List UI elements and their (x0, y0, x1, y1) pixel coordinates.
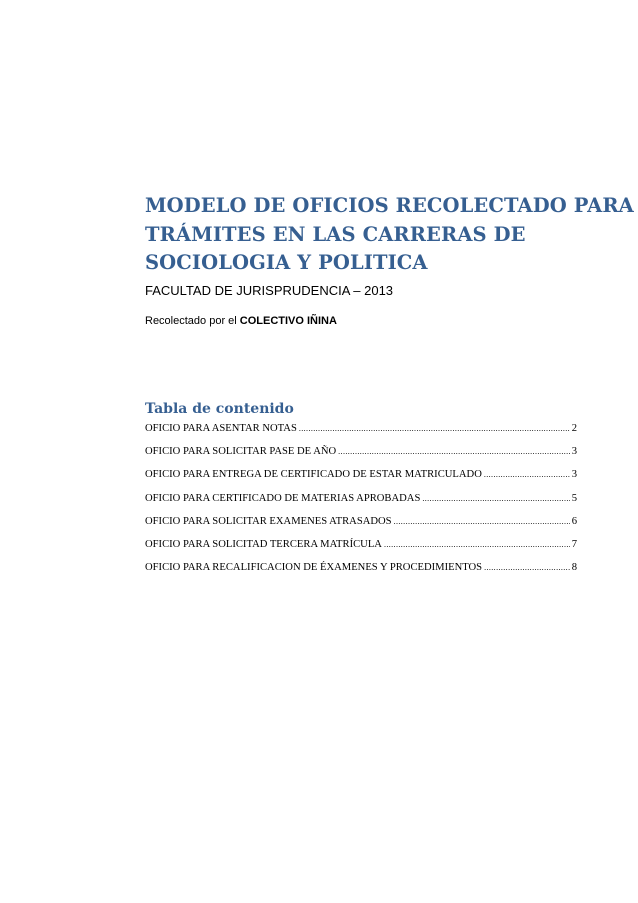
toc-dot-leader (384, 537, 570, 553)
collective-name: COLECTIVO IÑINA (239, 315, 337, 327)
toc-heading: Tabla de contenido (145, 401, 294, 417)
title-line-3: SOCIOLOGIA Y POLITICA (145, 251, 428, 274)
toc-page-number: 2 (571, 423, 577, 434)
toc-entry-pase-de-ano[interactable] (145, 444, 577, 467)
title-line-1: MODELO DE OFICIOS RECOLECTADO PARA (145, 194, 634, 217)
toc-entry-text: OFICIO PARA ASENTAR NOTAS (145, 423, 297, 434)
toc-entry-asentar-notas[interactable] (145, 421, 577, 444)
toc-dot-leader (299, 421, 570, 437)
toc-entry-recalificacion[interactable] (145, 560, 577, 583)
faculty-subtitle: FACULTAD DE JURISPRUDENCIA – 2013 (145, 283, 394, 298)
toc-page-number: 7 (571, 538, 577, 550)
toc-page-number: 6 (571, 515, 577, 527)
toc-entry-text: OFICIO PARA ENTREGA DE CERTIFICADO DE ESTAR MATRICULADO (145, 469, 482, 481)
table-of-contents (145, 421, 577, 583)
toc-dot-leader (484, 467, 570, 483)
toc-entry-text: OFICIO PARA SOLICITAD TERCERA MATRÍCULA (145, 538, 382, 550)
toc-page-number: 3 (571, 446, 577, 458)
toc-entry-materias-aprobadas[interactable] (145, 491, 577, 514)
toc-entry-text: OFICIO PARA SOLICITAR PASE DE AÑO (145, 446, 337, 458)
toc-page-number: 5 (571, 492, 577, 504)
toc-dot-leader (484, 560, 570, 576)
title-line-2: TRÁMITES EN LAS CARRERAS DE (145, 222, 526, 246)
toc-entry-text: OFICIO PARA CERTIFICADO DE MATERIAS APROBADAS (145, 492, 421, 504)
toc-dot-leader (422, 491, 569, 507)
toc-entry-tercera-matricula[interactable] (145, 537, 577, 560)
toc-entry-certificado-matriculado[interactable] (145, 467, 577, 490)
collected-by-line (145, 313, 337, 329)
toc-dot-leader (394, 514, 570, 530)
toc-page-number: 3 (571, 469, 577, 481)
toc-entry-examenes-atrasados[interactable] (145, 514, 577, 537)
toc-entry-text: OFICIO PARA RECALIFICACION DE ÉXAMENES Y PROCEDIMIENTOS (145, 562, 483, 574)
document-title (145, 192, 634, 278)
toc-dot-leader (338, 444, 570, 460)
toc-page-number: 8 (571, 562, 577, 574)
toc-entry-text: OFICIO PARA SOLICITAR EXAMENES ATRASADOS (145, 515, 392, 527)
collected-by-prefix: Recolectado por el (145, 315, 240, 327)
